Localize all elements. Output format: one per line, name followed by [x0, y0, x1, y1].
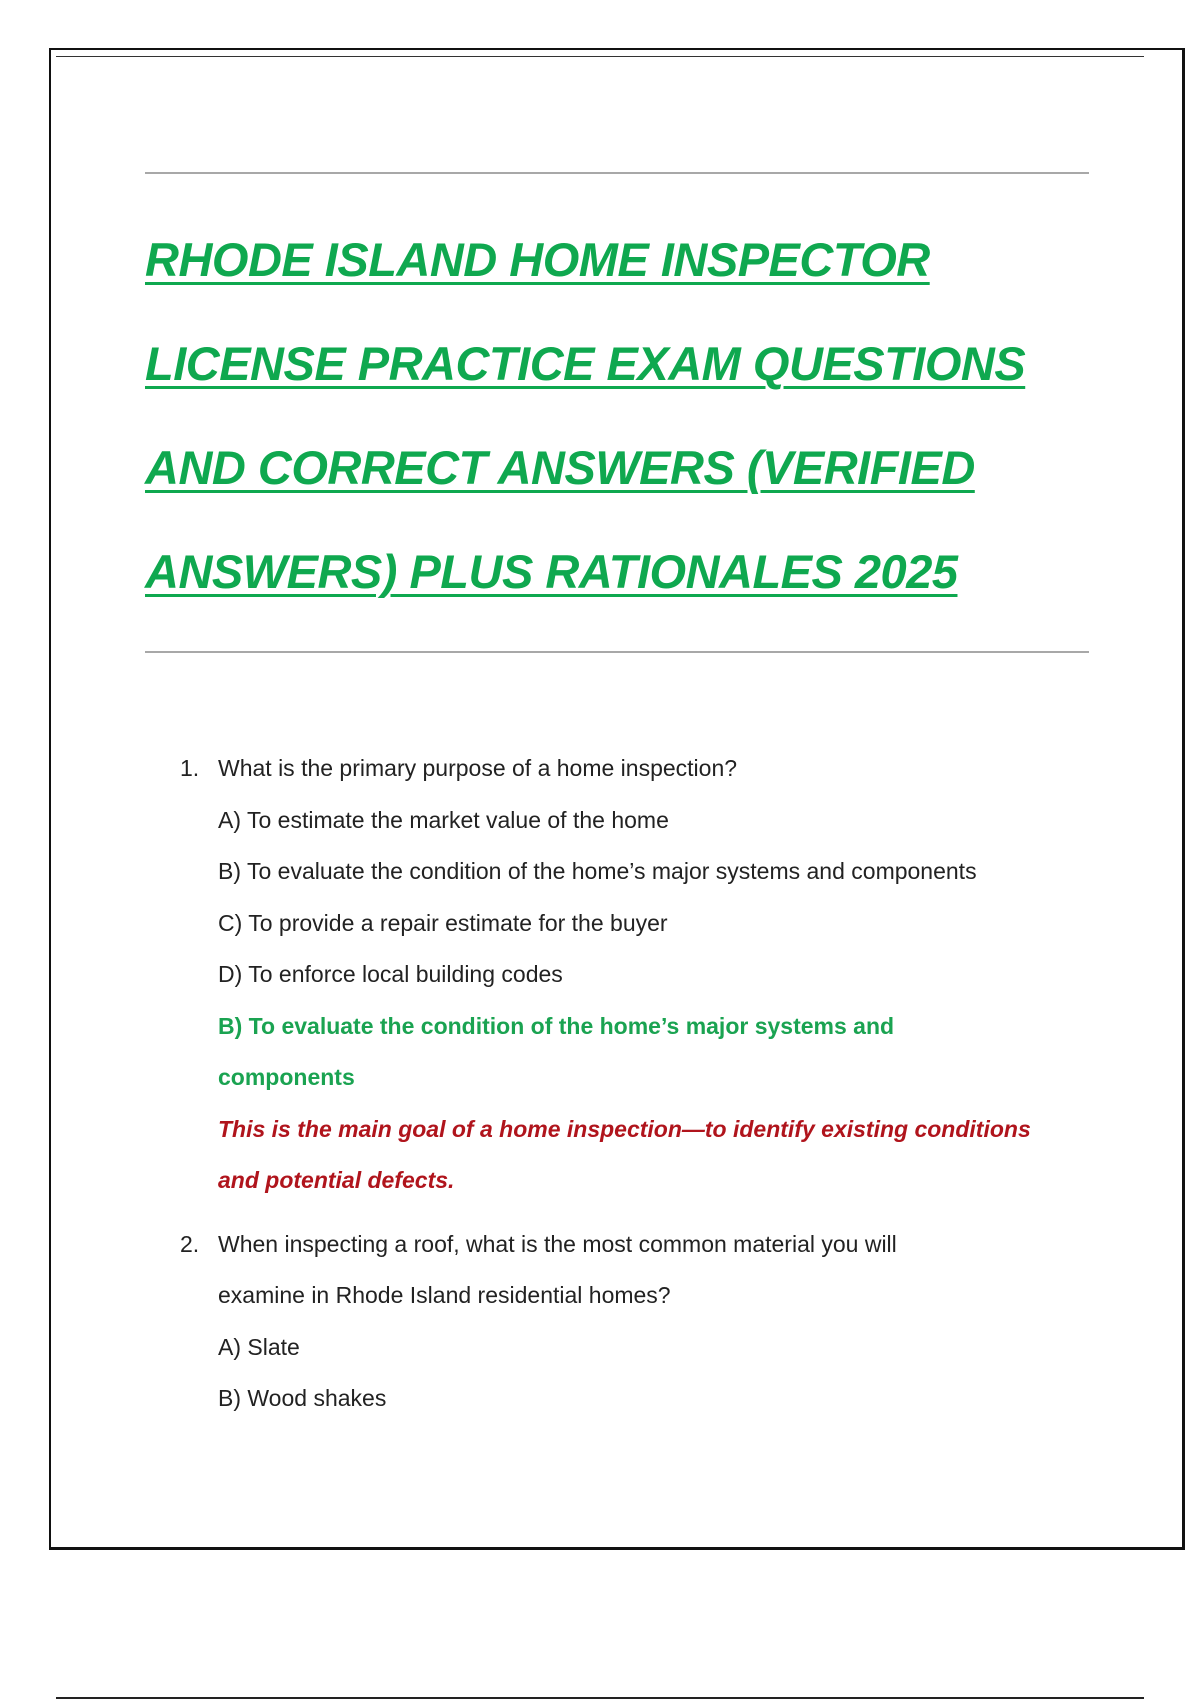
question-text: examine in Rhode Island residential homes?: [218, 1282, 671, 1308]
header-double-rule: [56, 56, 1144, 57]
title-line: LICENSE PRACTICE EXAM QUESTIONS: [145, 337, 1026, 390]
answer-option: C) To provide a repair estimate for the buyer: [218, 909, 668, 936]
document-title: [145, 208, 1105, 624]
rationale: and potential defects.: [218, 1167, 455, 1193]
answer-option: B) To evaluate the condition of the home’s major systems and components: [218, 858, 977, 884]
question-text: What is the primary purpose of a home inspection?: [218, 755, 738, 781]
question-item: [180, 743, 1100, 1207]
answer-option: A) To estimate the market value of the home: [218, 806, 669, 833]
title-line: RHODE ISLAND HOME INSPECTOR: [145, 233, 930, 286]
title-top-divider: [145, 172, 1089, 174]
answer-option: D) To enforce local building codes: [218, 961, 563, 987]
question-number: 2.: [180, 1230, 200, 1257]
question-number: 1.: [180, 755, 200, 781]
title-bottom-divider: [145, 651, 1089, 653]
answer-option: A) Slate: [218, 1333, 300, 1360]
question-text: When inspecting a roof, what is the most common material you will: [218, 1230, 897, 1257]
answer-option: B) Wood shakes: [218, 1385, 387, 1411]
title-line: AND CORRECT ANSWERS (VERIFIED: [145, 441, 975, 494]
question-list: [180, 743, 1100, 1425]
correct-answer: components: [218, 1064, 355, 1090]
title-line: ANSWERS) PLUS RATIONALES 2025: [145, 545, 958, 598]
correct-answer: B) To evaluate the condition of the home’s major systems and: [218, 1012, 895, 1039]
question-item: [180, 1219, 1100, 1425]
next-page-top-rule: [56, 1697, 1144, 1699]
rationale: This is the main goal of a home inspection—to identify existing conditions: [218, 1115, 1031, 1142]
